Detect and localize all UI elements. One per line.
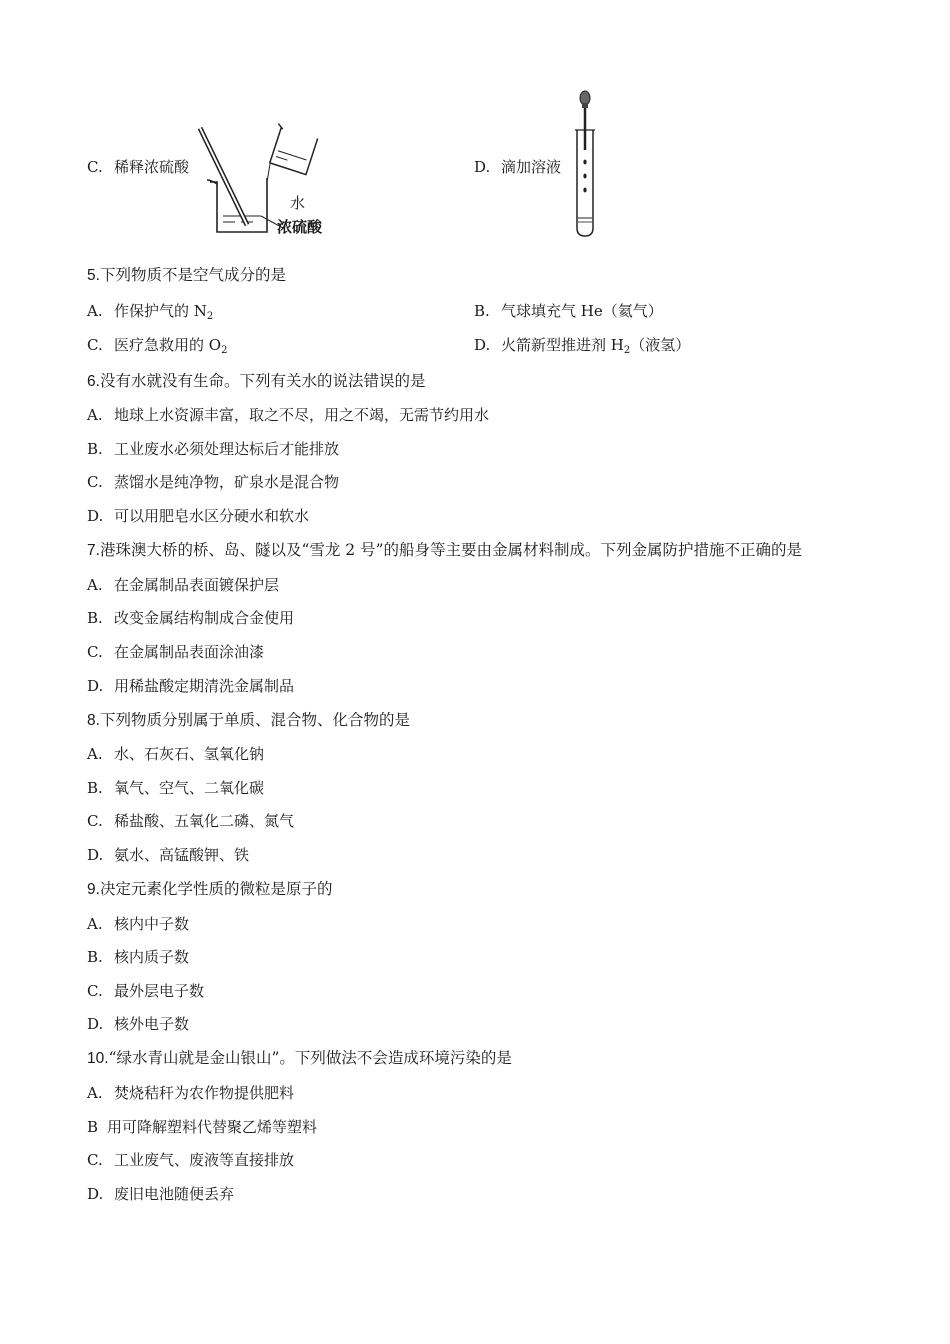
option-letter: C. [87, 336, 103, 354]
option-text: 地球上水资源丰富，取之不尽，用之不竭，无需节约用水 [114, 406, 490, 424]
option-text: 工业废水必须处理达标后才能排放 [114, 440, 340, 458]
question-7 [87, 538, 802, 560]
option-letter: B. [87, 440, 103, 458]
q6-option-d[interactable] [87, 505, 309, 526]
q5-option-a[interactable] [87, 300, 213, 322]
option-text: 用可降解塑料代替聚乙烯等塑料 [107, 1118, 318, 1136]
question-stem: 下列物质分别属于单质、混合物、化合物的是 [99, 711, 410, 729]
subscript: 2 [623, 345, 631, 356]
question-number: 8. [87, 712, 100, 729]
option-text: 滴加溶液 [501, 158, 562, 176]
q6-option-a[interactable] [87, 404, 489, 425]
question-10 [87, 1046, 512, 1068]
option-text: 核内中子数 [114, 915, 190, 933]
q8-option-b[interactable] [87, 777, 264, 798]
q5-option-b[interactable] [474, 300, 663, 321]
option-letter: D. [474, 158, 491, 176]
option-text: 稀释浓硫酸 [114, 158, 190, 176]
option-letter: B. [87, 948, 103, 966]
q7-option-a[interactable] [87, 574, 279, 595]
question-number: 5. [87, 267, 100, 284]
question-number: 10. [87, 1050, 109, 1067]
option-text: 焚烧秸秆为农作物提供肥料 [114, 1084, 295, 1102]
option-text: 氨水、高锰酸钾、铁 [114, 846, 250, 864]
q10-option-a[interactable] [87, 1082, 294, 1103]
q4-option-c[interactable] [87, 156, 189, 177]
option-text: 最外层电子数 [114, 982, 205, 1000]
option-letter: C. [87, 812, 103, 830]
option-text: 用稀盐酸定期清洗金属制品 [114, 677, 295, 695]
q6-option-b[interactable] [87, 438, 339, 459]
option-text-tail: （液氢） [630, 336, 691, 354]
question-stem: 下列物质不是空气成分的是 [99, 266, 286, 284]
option-letter: D. [87, 846, 104, 864]
option-letter: C. [87, 1151, 103, 1169]
option-letter: A. [87, 745, 103, 763]
question-number: 6. [87, 373, 100, 390]
option-letter: D. [474, 336, 491, 354]
option-letter: B [87, 1118, 99, 1136]
option-text: 蒸馏水是纯净物，矿泉水是混合物 [114, 473, 340, 491]
figure-label-water: 水 [290, 195, 306, 212]
question-stem: “绿水青山就是金山银山”。下列做法不会造成环境污染的是 [108, 1049, 512, 1067]
option-text: 水、石灰石、氢氧化钠 [114, 745, 265, 763]
option-letter: C. [87, 643, 103, 661]
option-text: 在金属制品表面镀保护层 [114, 576, 280, 594]
question-8 [87, 708, 410, 730]
option-letter: D. [87, 507, 104, 525]
q8-option-d[interactable] [87, 844, 249, 865]
option-letter: C. [87, 473, 103, 491]
option-text: 核内质子数 [114, 948, 190, 966]
option-letter: B. [474, 302, 490, 320]
q9-option-b[interactable] [87, 946, 189, 967]
q10-option-c[interactable] [87, 1149, 294, 1170]
question-stem: 决定元素化学性质的微粒是原子的 [99, 880, 333, 898]
q7-option-b[interactable] [87, 607, 294, 628]
q4-option-d[interactable] [474, 156, 561, 177]
dilute-acid-figure [195, 120, 345, 240]
question-5 [87, 263, 286, 285]
q5-option-d[interactable] [474, 334, 690, 356]
q10-option-b[interactable] [87, 1116, 317, 1137]
option-text: 废旧电池随便丢弃 [114, 1185, 235, 1203]
option-text: 在金属制品表面涂油漆 [114, 643, 265, 661]
question-number: 9. [87, 881, 100, 898]
q8-option-a[interactable] [87, 743, 264, 764]
option-letter: A. [87, 915, 103, 933]
option-letter: B. [87, 609, 103, 627]
q9-option-c[interactable] [87, 980, 204, 1001]
question-number: 7. [87, 542, 100, 559]
q5-option-c[interactable] [87, 334, 227, 356]
option-text: 改变金属结构制成合金使用 [114, 609, 295, 627]
option-letter: A. [87, 1084, 103, 1102]
question-9 [87, 877, 332, 899]
q7-option-d[interactable] [87, 675, 294, 696]
q9-option-d[interactable] [87, 1013, 189, 1034]
option-letter: B. [87, 779, 103, 797]
option-letter: D. [87, 1185, 104, 1203]
q8-option-c[interactable] [87, 810, 294, 831]
option-letter: C. [87, 158, 103, 176]
option-text: 工业废气、废液等直接排放 [114, 1151, 295, 1169]
dropper-tube-figure [570, 90, 600, 240]
option-text: 可以用肥皂水区分硬水和软水 [114, 507, 310, 525]
option-text: 作保护气的 N [114, 302, 207, 320]
option-text: 核外电子数 [114, 1015, 190, 1033]
q9-option-a[interactable] [87, 913, 189, 934]
question-stem: 没有水就没有生命。下列有关水的说法错误的是 [99, 372, 426, 390]
option-letter: A. [87, 302, 103, 320]
option-text: 火箭新型推进剂 H [501, 336, 624, 354]
figure-label-acid: 浓硫酸 [277, 219, 323, 236]
option-letter: A. [87, 576, 103, 594]
option-letter: A. [87, 406, 103, 424]
question-stem: 港珠澳大桥的桥、岛、隧以及“雪龙 2 号”的船身等主要由金属材料制成。下列金属防护措施不正确的是 [99, 541, 803, 559]
option-letter: D. [87, 677, 104, 695]
q7-option-c[interactable] [87, 641, 264, 662]
q6-option-c[interactable] [87, 471, 339, 492]
subscript: 2 [206, 311, 214, 322]
subscript: 2 [221, 345, 228, 356]
option-text: 气球填充气 He（氦气） [501, 302, 663, 320]
option-letter: C. [87, 982, 103, 1000]
option-text: 氧气、空气、二氧化碳 [114, 779, 265, 797]
option-text: 医疗急救用的 O [114, 336, 222, 354]
option-letter: D. [87, 1015, 104, 1033]
option-text: 稀盐酸、五氧化二磷、氮气 [114, 812, 295, 830]
question-6 [87, 369, 425, 391]
q10-option-d[interactable] [87, 1183, 234, 1204]
